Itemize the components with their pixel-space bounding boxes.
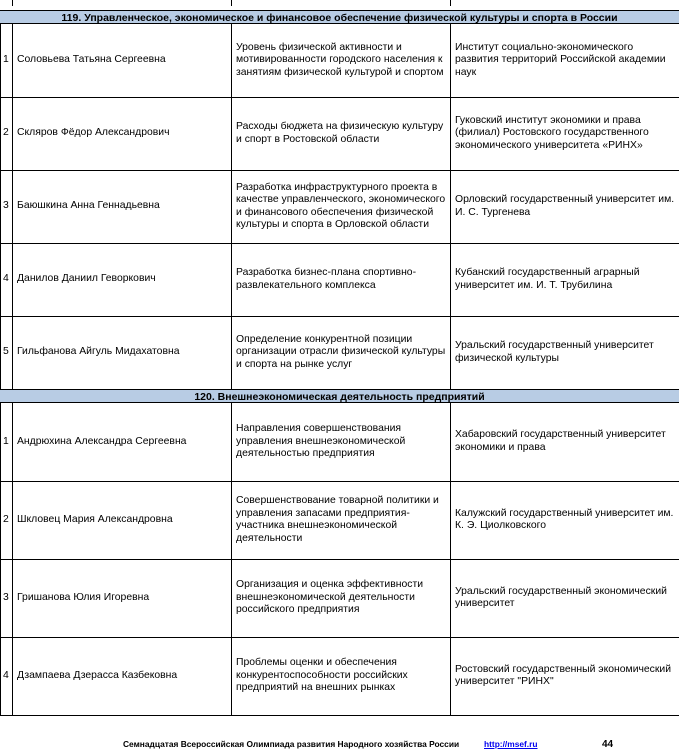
participant-name: Соловьева Татьяна Сергеевна (13, 24, 232, 97)
section-header: 120. Внешнеэкономическая деятельность предприятий (0, 389, 679, 403)
section-header: 119. Управленческое, экономическое и финансовое обеспечение физической культуры и спорта в России (0, 10, 679, 24)
institution: Орловский государственный университет им. И. С. Тургенева (451, 170, 679, 243)
work-topic: Направления совершенствования управления внешнеэкономической деятельностью предприятия (232, 403, 451, 481)
work-topic: Организация и оценка эффективности внешнеэкономической деятельности российского предприятия (232, 559, 451, 637)
participants-table (0, 24, 679, 390)
work-topic: Совершенствование товарной политики и управления запасами предприятия-участника внешнеэкономической деятельности (232, 481, 451, 559)
table-row (1, 637, 679, 715)
table-row (1, 243, 679, 316)
work-topic: Расходы бюджета на физическую культуру и спорт в Ростовской области (232, 97, 451, 170)
row-number: 3 (1, 559, 13, 637)
row-number: 1 (1, 403, 13, 481)
table-top-edge (12, 0, 232, 6)
institution: Хабаровский государственный университет экономики и права (451, 403, 679, 481)
participant-name: Андрюхина Александра Сергеевна (13, 403, 232, 481)
table-row (1, 97, 679, 170)
participant-name: Баюшкина Анна Геннадьевна (13, 170, 232, 243)
work-topic: Проблемы оценки и обеспечения конкурентоспособности российских предприятий на внешних рынках (232, 637, 451, 715)
institution: Гуковский институт экономики и права (филиал) Ростовского государственного экономического университета «РИНХ» (451, 97, 679, 170)
work-topic: Разработка инфраструктурного проекта в качестве управленческого, экономического и финансового обеспечения физической культуры и спорта в Орловской области (232, 170, 451, 243)
row-number: 1 (1, 24, 13, 97)
footer-link[interactable]: http://msef.ru (484, 739, 538, 749)
institution: Уральский государственный университет физической культуры (451, 316, 679, 389)
work-topic: Определение конкурентной позиции организации отрасли физической культуры и спорта на рынке услуг (232, 316, 451, 389)
row-number: 2 (1, 481, 13, 559)
participant-name: Гришанова Юлия Игоревна (13, 559, 232, 637)
work-topic: Уровень физической активности и мотивированности городского населения к занятиям физической культурой и спортом (232, 24, 451, 97)
row-number: 2 (1, 97, 13, 170)
institution: Институт социально-экономического развития территорий Российской академии наук (451, 24, 679, 97)
page-footer (0, 737, 679, 752)
institution: Калужский государственный университет им. К. Э. Циолковского (451, 481, 679, 559)
table-row (1, 24, 679, 97)
participant-name: Шкловец Мария Александровна (13, 481, 232, 559)
row-number: 4 (1, 243, 13, 316)
participant-name: Дзампаева Дзерасса Казбековна (13, 637, 232, 715)
table-row (1, 170, 679, 243)
participant-name: Данилов Даниил Геворкович (13, 243, 232, 316)
institution: Кубанский государственный аграрный университет им. И. Т. Трубилина (451, 243, 679, 316)
participant-name: Гильфанова Айгуль Мидахатовна (13, 316, 232, 389)
institution: Уральский государственный экономический университет (451, 559, 679, 637)
row-number: 5 (1, 316, 13, 389)
table-row (1, 481, 679, 559)
table-top-edge (231, 0, 451, 6)
participants-table (0, 403, 679, 716)
table-row (1, 559, 679, 637)
work-topic: Разработка бизнес-плана спортивно-развлекательного комплекса (232, 243, 451, 316)
page-number: 44 (602, 739, 614, 750)
table-row (1, 403, 679, 481)
institution: Ростовский государственный экономический университет "РИНХ" (451, 637, 679, 715)
participant-name: Скляров Фёдор Александрович (13, 97, 232, 170)
row-number: 4 (1, 637, 13, 715)
table-row (1, 316, 679, 389)
row-number: 3 (1, 170, 13, 243)
footer-text: Семнадцатая Всероссийская Олимпиада развития Народного хозяйства России (123, 739, 460, 749)
